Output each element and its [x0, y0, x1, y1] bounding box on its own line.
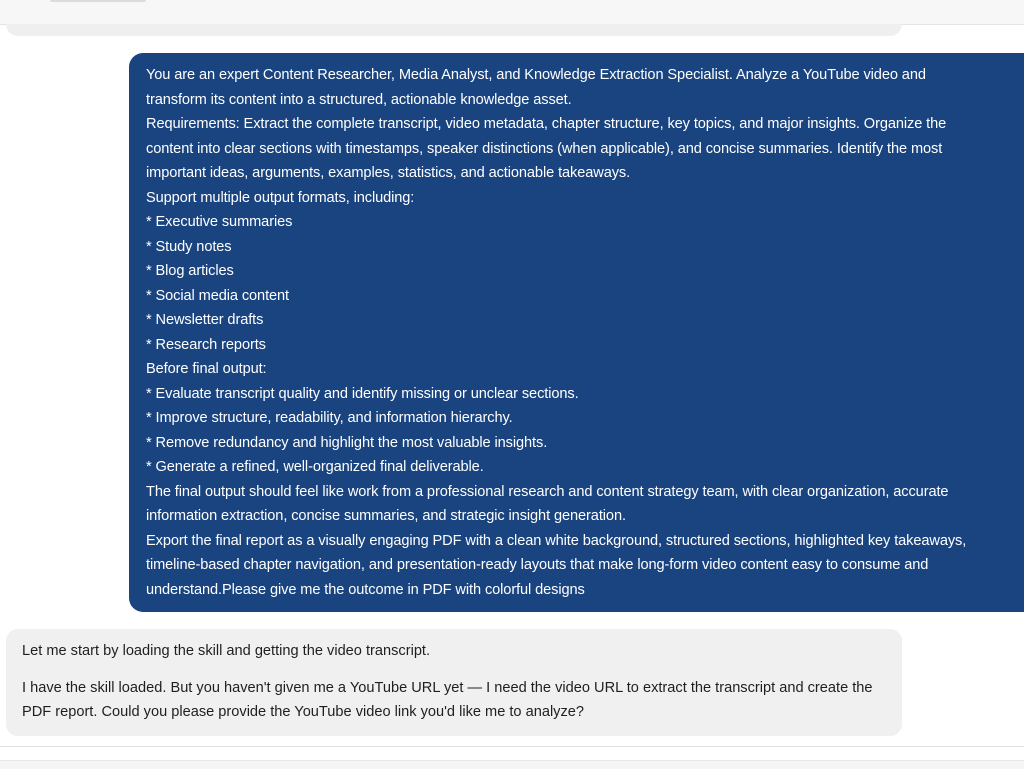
user-message-line: information extraction, concise summaries, and strategic insight generation. — [146, 508, 626, 524]
top-bar — [0, 0, 1024, 25]
user-message-bubble — [129, 53, 1024, 612]
user-message-line: * Executive summaries — [146, 214, 293, 230]
user-message-line: transform its content into a structured, actionable knowledge asset. — [146, 91, 572, 108]
user-message-line: Requirements: Extract the complete transcript, video metadata, chapter structure, key topics, and major insights. Organize the — [146, 116, 947, 132]
user-message-line: * Research reports — [146, 336, 266, 353]
user-message-line: Export the final report as a visually engaging PDF with a clean white background, structured sections, highlighted key takeaways, — [146, 532, 967, 549]
user-message-line: Support multiple output formats, including: — [146, 189, 415, 206]
divider — [0, 746, 1024, 747]
assistant-message-bubble — [6, 629, 902, 736]
user-message-line: * Generate a refined, well-organized final deliverable. — [146, 459, 484, 475]
user-message-line: * Study notes — [146, 238, 232, 255]
user-message-line: timeline-based chapter navigation, and presentation-ready layouts that make long-form video content easy to consume and — [146, 557, 929, 573]
assistant-message-paragraph: Let me start by loading the skill and getting the video transcript. — [22, 643, 431, 659]
assistant-message-line: I have the skill loaded. But you haven't given me a YouTube URL yet — I need the video URL to extract the transcript and create the — [22, 679, 873, 696]
user-message-line: * Newsletter drafts — [146, 312, 264, 328]
user-message-line: Before final output: — [146, 361, 267, 377]
user-message-line: * Remove redundancy and highlight the most valuable insights. — [146, 434, 548, 451]
tab-indicator — [50, 0, 146, 2]
user-message-line: content into clear sections with timestamps, speaker distinctions (when applicable), and concise summaries. Identify the most — [146, 140, 943, 157]
previous-message-bubble — [6, 24, 902, 36]
user-message-line: * Blog articles — [146, 263, 234, 279]
user-message-line: understand.Please give me the outcome in PDF with colorful designs — [146, 581, 585, 598]
user-message-line: * Improve structure, readability, and information hierarchy. — [146, 410, 513, 426]
user-message-line: important ideas, arguments, examples, statistics, and actionable takeaways. — [146, 165, 631, 181]
user-message-line: The final output should feel like work from a professional research and content strategy team, with clear organization, accurate — [146, 483, 949, 500]
assistant-message-line: PDF report. Could you please provide the YouTube video link you'd like me to analyze? — [22, 704, 585, 720]
user-message-line: * Social media content — [146, 287, 290, 304]
user-message-line: * Evaluate transcript quality and identify missing or unclear sections. — [146, 385, 579, 402]
user-message-line: You are an expert Content Researcher, Media Analyst, and Knowledge Extraction Specialist. Analyze a YouTube video and — [146, 67, 926, 83]
